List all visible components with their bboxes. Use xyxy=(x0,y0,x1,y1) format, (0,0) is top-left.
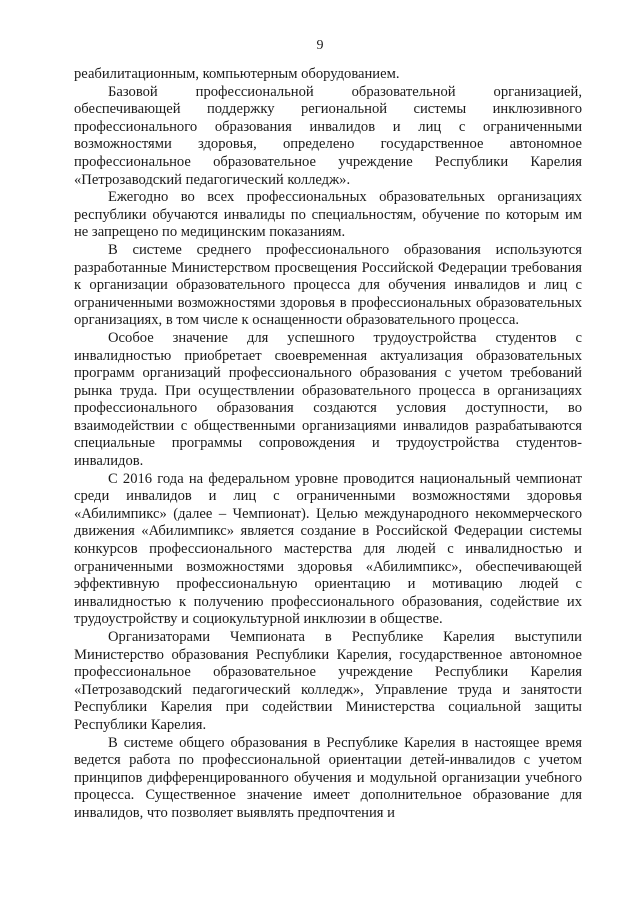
paragraph: С 2016 года на федеральном уровне проводится национальный чемпионат среди инвалидов и лиц с ограниченными возможностями здоровья «Абилимпикс» (далее – Чемпионат). Целью международного некоммерческого движения «Абилимпикс» является создание в Российской Федерации системы конкурсов профессионального мастерства для людей с инвалидностью и ограниченными возможностями здоровья «Абилимпикс», обеспечивающей эффективную профессиональную ориентацию и мотивацию людей с инвалидностью к получению профессионального образования, содействие их трудоустройству и социокультурной инклюзии в обществе. xyxy=(74,470,582,628)
document-body xyxy=(74,66,582,823)
paragraph: Базовой профессиональной образовательной организацией, обеспечивающей поддержку региональной системы инклюзивного профессионального образования инвалидов и лиц с ограниченными возможностями здоровья, определено государственное автономное профессиональное образовательное учреждение Республики Карелия «Петрозаводский педагогический колледж». xyxy=(74,83,582,188)
page-number: 9 xyxy=(316,38,324,53)
paragraph-continued: реабилитационным, компьютерным оборудованием. xyxy=(74,66,400,82)
paragraph: Особое значение для успешного трудоустройства студентов с инвалидностью приобретает своевременная актуализация образовательных программ организаций профессионального образования с учетом требований рынка труда. При осуществлении образовательного процесса в организациях профессионального образования создаются условия доступности, во взаимодействии с общественными организациями инвалидов разрабатываются специальные программы сопровождения и трудоустройства студентов-инвалидов. xyxy=(74,329,582,470)
paragraph: Ежегодно во всех профессиональных образовательных организациях республики обучаются инвалиды по специальностям, обучение по которым им не запрещено по медицинским показаниям. xyxy=(74,189,582,241)
paragraph: В системе общего образования в Республике Карелия в настоящее время ведется работа по профессиональной ориентации детей-инвалидов с учетом принципов дифференцированного обучения и модульной организации учебного процесса. Существенное значение имеет дополнительное образование для инвалидов, что позволяет выявлять предпочтения и xyxy=(74,734,582,821)
paragraph: Организаторами Чемпионата в Республике Карелия выступили Министерство образования Республики Карелия, государственное автономное профессиональное образовательное учреждение Республики Карелия «Петрозаводский педагогический колледж», Управление труда и занятости Республики Карелия при содействии Министерства социальной защиты Республики Карелия. xyxy=(74,629,582,733)
paragraph: В системе среднего профессионального образования используются разработанные Министерством просвещения Российской Федерации требования к организации образовательного процесса для обучения инвалидов и лиц с ограниченными возможностями здоровья в профессиональных образовательных организациях, в том числе к оснащенности образовательного процесса. xyxy=(74,241,582,329)
